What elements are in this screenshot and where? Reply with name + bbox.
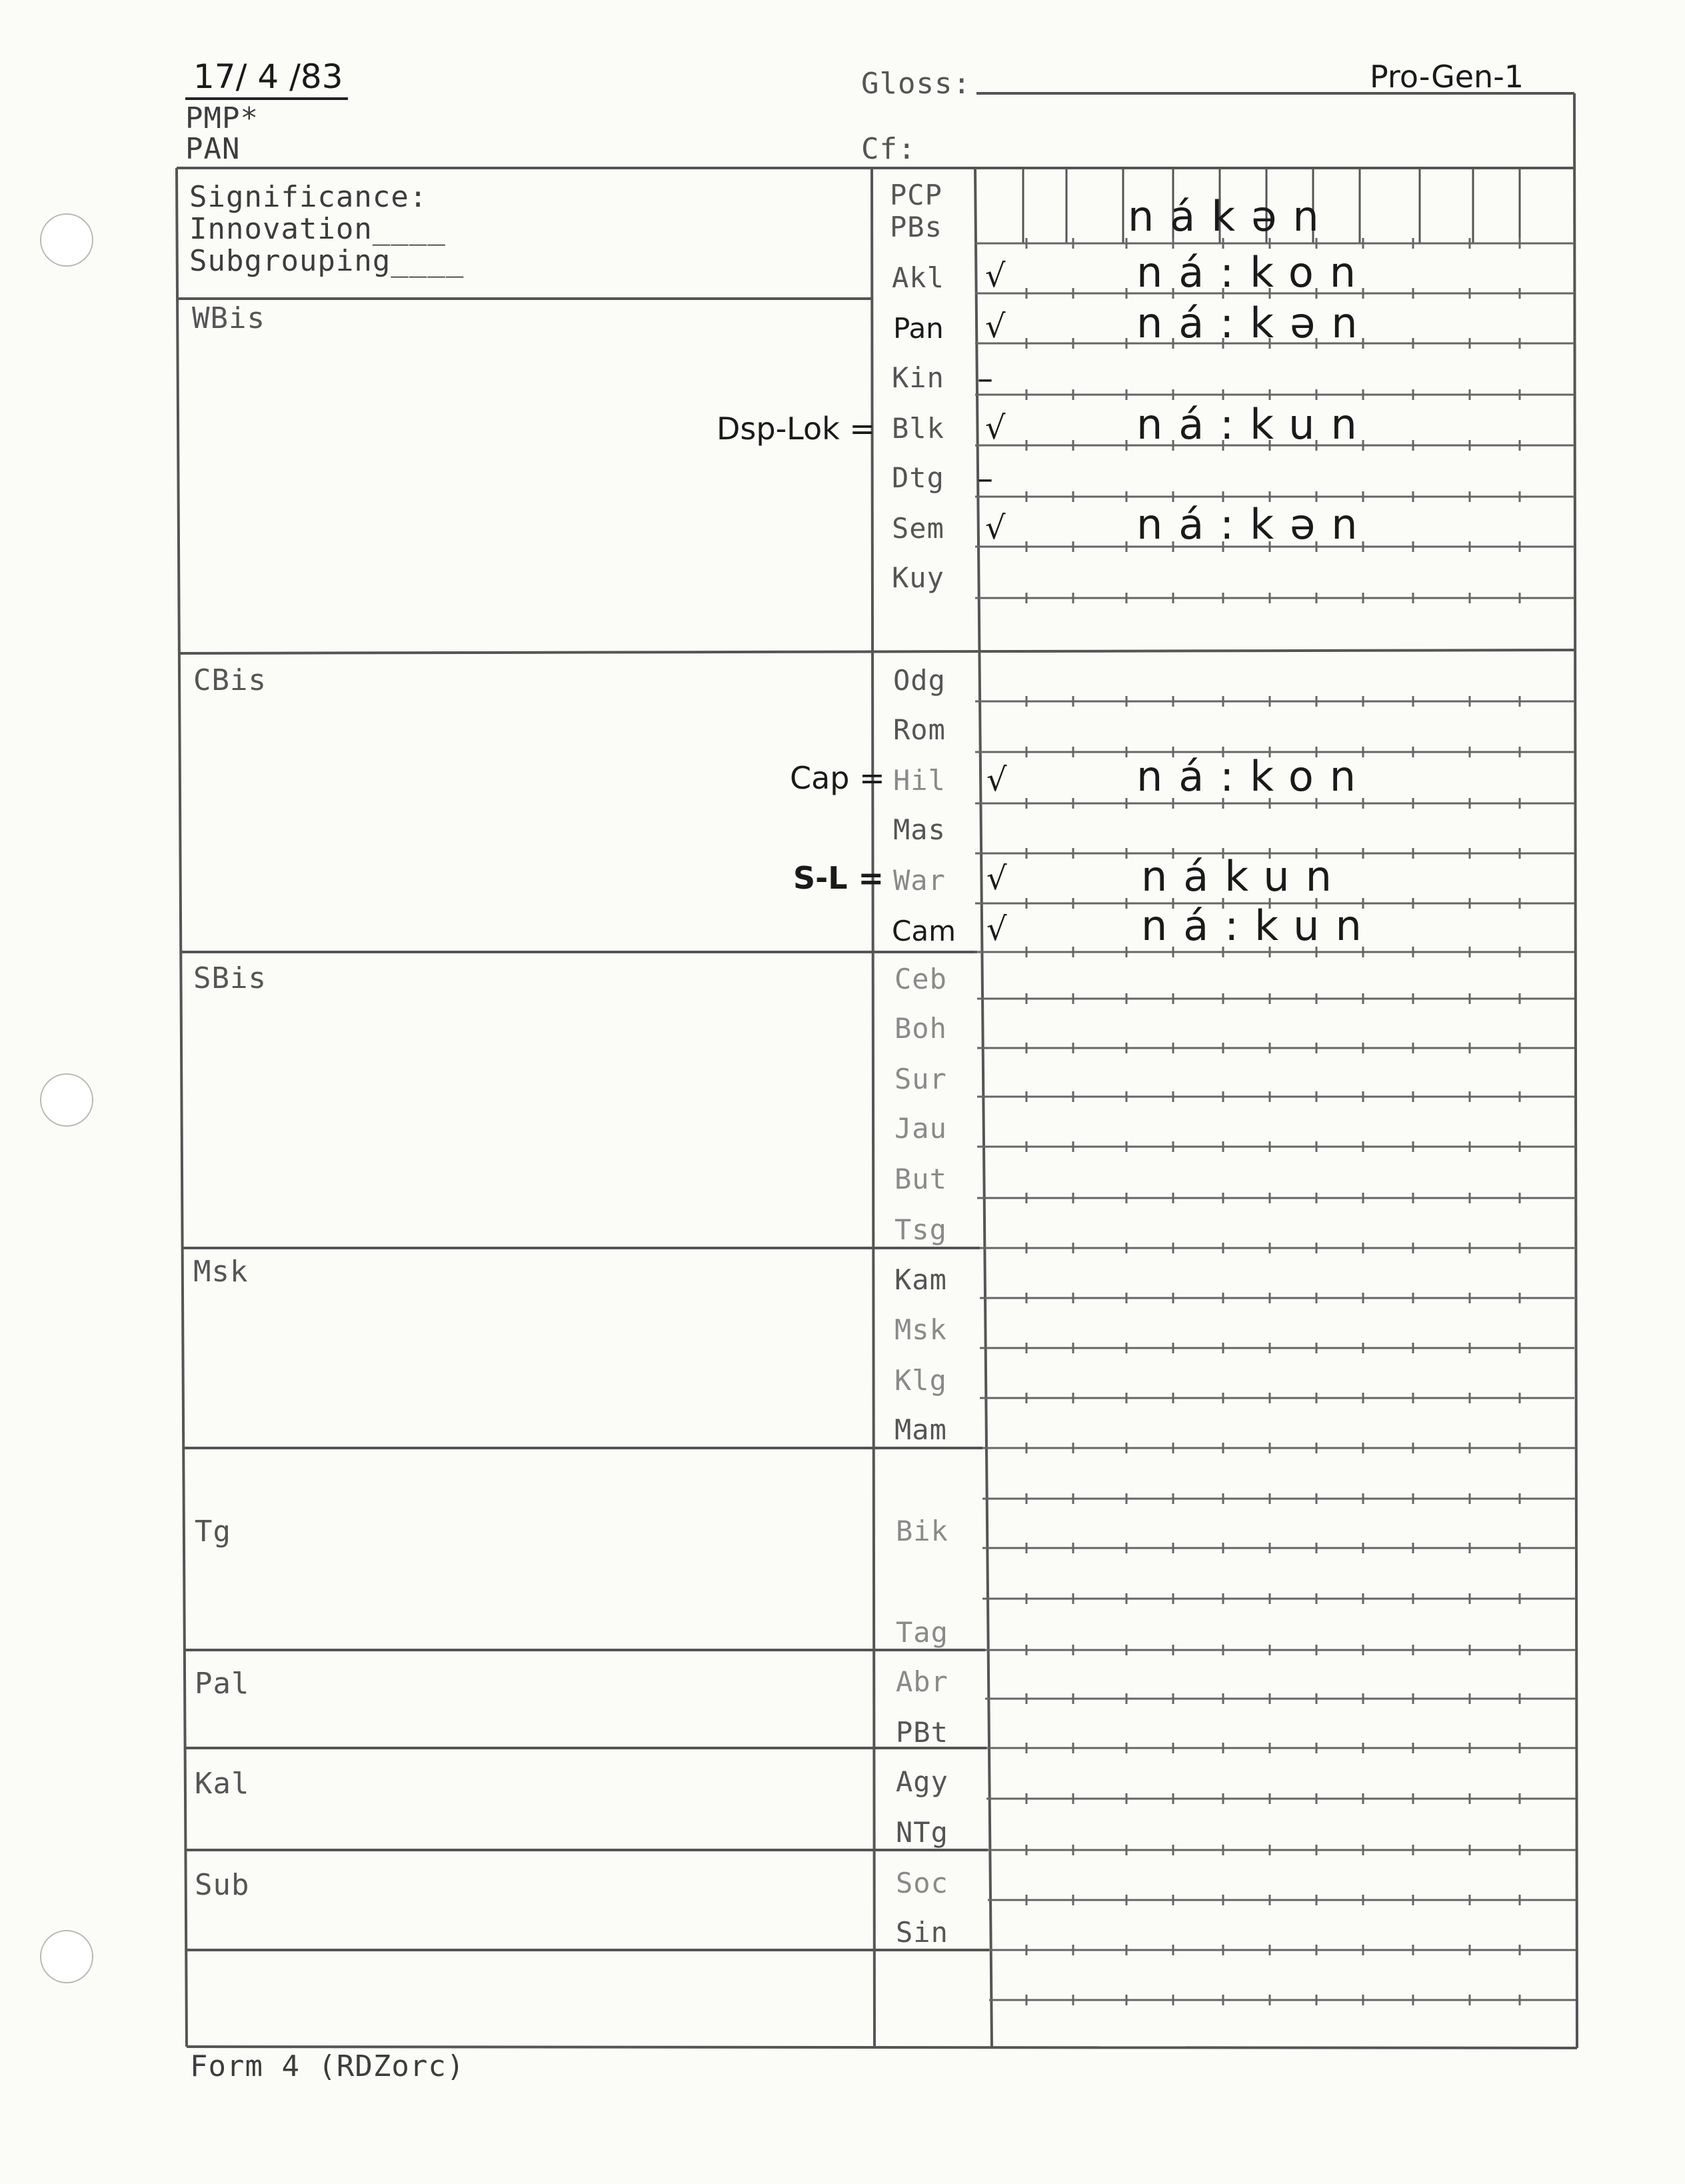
check-pan: √ [985,308,1006,345]
code-mam: Mam [894,1413,947,1446]
group-msk: Msk [193,1255,249,1289]
check-hil: √ [986,761,1007,799]
code-odg: Odg [893,664,946,697]
code-rom: Rom [893,713,946,746]
code-kin: Kin [892,361,944,394]
form-sem: ná:kən [1136,500,1374,549]
code-hil: Hil [893,764,946,797]
code-tsg: Tsg [894,1213,947,1246]
subgrouping-label: Subgrouping____ [189,244,465,278]
code-bik: Bik [896,1515,948,1547]
code-jau: Jau [894,1112,947,1145]
group-sub: Sub [195,1868,250,1902]
code-akl: Akl [892,261,944,294]
date: 17/ 4 /83 [193,57,343,96]
note-cap: Cap = [790,760,885,796]
check-blk: √ [985,409,1006,447]
pan-label: PAN [185,132,241,166]
note-dsp-lok: Dsp-Lok = [717,411,875,447]
code-sur: Sur [894,1063,947,1095]
code-tag: Tag [896,1616,948,1649]
group-cbis: CBis [193,663,267,697]
check-cam: √ [986,911,1007,948]
code-cam: Cam [892,915,956,947]
code-sem: Sem [892,512,944,545]
form-war: nákun [1141,852,1348,901]
code-pan: Pan [893,312,944,345]
gloss-value: Pro-Gen-1 [1370,59,1524,95]
group-pal: Pal [195,1667,250,1701]
check-kin: – [977,360,993,397]
code-msk: Msk [894,1313,947,1346]
code-abr: Abr [896,1665,948,1698]
code-soc: Soc [896,1867,948,1899]
code-ntg: NTg [896,1816,948,1849]
gloss-label: Gloss: [861,67,971,101]
form-pan: ná:kən [1136,299,1374,347]
check-dtg: – [977,460,993,497]
form-blk: ná:kun [1136,400,1373,449]
code-klg: Klg [894,1364,947,1397]
code-pcp: PCP [890,179,942,211]
form-footer: Form 4 (RDZorc) [190,2049,465,2083]
innovation-label: Innovation____ [189,212,446,246]
code-war: War [893,864,946,897]
pmp-label: PMP* [185,101,259,135]
code-dtg: Dtg [892,461,944,494]
group-kal: Kal [195,1767,250,1801]
cf-label: Cf: [861,132,916,166]
note-s-l: S-L = [793,860,884,896]
form-hil: ná:kon [1136,752,1372,801]
group-tg: Tg [195,1515,231,1549]
form-akl: ná:kon [1136,248,1372,297]
form-pbs: nákən [1128,192,1335,241]
code-agy: Agy [896,1765,948,1798]
code-boh: Boh [894,1012,947,1045]
code-pbt: PBt [896,1716,948,1749]
code-mas: Mas [893,813,946,846]
significance-title: Significance: [189,180,428,214]
check-akl: √ [985,257,1006,295]
code-blk: Blk [892,412,944,445]
code-kam: Kam [894,1263,947,1296]
check-war: √ [986,860,1007,897]
group-sbis: SBis [193,961,267,995]
code-sin: Sin [896,1916,948,1949]
form-cam: ná:kun [1141,901,1378,950]
code-kuy: Kuy [892,561,944,594]
check-sem: √ [985,509,1006,547]
code-pbs: PBs [890,211,942,243]
group-wbis: WBis [192,301,265,335]
code-but: But [894,1163,947,1195]
code-ceb: Ceb [894,963,947,995]
